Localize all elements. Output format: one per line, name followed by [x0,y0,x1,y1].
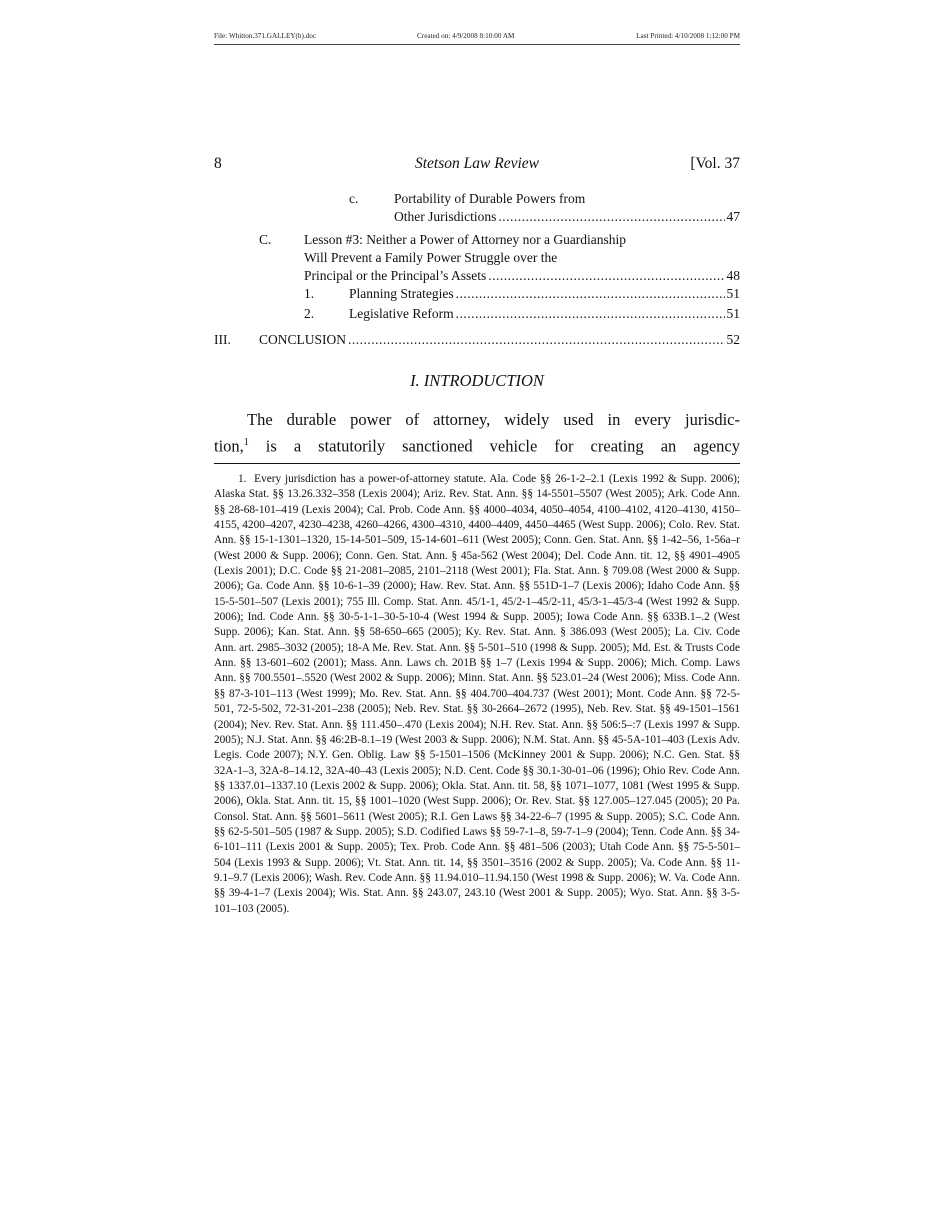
body-text-fragment: tion, [214,436,244,456]
page-number: 8 [214,155,222,172]
galley-file: File: Whitton.371.GALLEY(h).doc [214,32,317,40]
galley-created: Created on: 4/9/2008 8:10:00 AM [417,32,515,40]
page-header [214,155,740,177]
body-line: The durable power of attorney, widely used in every jurisdic- [247,410,740,429]
toc-leader-line [349,305,740,323]
toc-leader-line [259,331,740,349]
toc-dot-leader [488,267,724,285]
galley-header [214,30,740,45]
toc-dot-leader [456,285,725,303]
toc-marker: C. [259,232,272,247]
footnote-body [214,472,740,917]
footnote-divider [214,463,740,464]
toc-title-line: Legislative Reform [349,306,454,321]
toc-marker: III. [214,332,231,347]
toc-marker: 2. [304,306,315,321]
toc-dot-leader [348,331,724,349]
toc-title-line: Lesson #3: Neither a Power of Attorney nor a Guardianship [304,232,627,247]
body-paragraph [214,408,740,458]
toc-marker: 1. [304,286,315,301]
toc-page-number: 51 [726,306,740,321]
volume-label: [Vol. 37 [690,155,740,172]
body-text-fragment: is a statutorily sanctioned vehicle for creating an agency [248,436,740,456]
body-line [214,431,740,458]
toc-page-number: 51 [726,286,740,301]
footnote-text: Every jurisdiction has a power-of-attorney statute. Ala. Code §§ 26-1-2–2.1 (Lexis 1992 & Supp. 2006); Alaska Stat. §§ 13.26.332–358 (Lexis 2004); Ariz. Rev. Stat. Ann. §§ 14-5501–5507 (West 2005); Ark. Code Ann. §§ 28-68-101–419 (Lexis 2004); Cal. Prob. Code Ann. §§ 4000–4034, 4050–4054, 4100–4102, 4120–4130, 4150–4155, 4200–4207, 4230–4238, 4260–4266, 4300–4310, 4400–4409, 4450–4465 (West Supp. 2006); Colo. Rev. Stat. Ann. §§ 15-1-1301–1320, 15-14-501–509, 15-14-601–611 (West 2005); Conn. Gen. Stat. Ann. §§ 1-42–56, 1-56a–r (West 2000 & Supp. 2006); Conn. Gen. Stat. Ann. § 45a-562 (West 2004); Del. Code Ann. tit. 12, §§ 4901–4905 (Lexis 2001); D.C. Code §§ 21-2081–2085, 2101–2118 (West 2001); Fla. Stat. Ann. § 709.08 (West 2000 & Supp. 2006); Ga. Code Ann. §§ 10-6-1–39 (2000); Haw. Rev. Stat. Ann. §§ 551D-1–7 (Lexis 2006); Idaho Code Ann. §§ 15-5-501–507 (Lexis 2001); 755 Ill. Comp. Stat. Ann. 45/1-1, 45/2-1–45/2-11, 45/3-1–45/3-4 (West 1992 & Supp. 2006); Ind. Code Ann. §§ 30-5-1-1–30-5-10-4 (West 1994 & Supp. 2005); Iowa Code Ann. §§ 633B.1–.2 (West Supp. 2006); Kan. Stat. Ann. §§ 58-650–665 (2005); Ky. Rev. Stat. Ann. § 386.093 (West 2005); La. Civ. Code Ann. art. 2985–3032 (2005); 18-A Me. Rev. Stat. Ann. §§ 5-501–510 (1998 & Supp. 2005); Md. Est. & Trusts Code Ann. §§ 13-601–602 (2001); Mass. Ann. Laws ch. 201B §§ 1–7 (Lexis 1994 & Supp. 2006); Mich. Comp. Laws Ann. §§ 700.5501–.5520 (West 2002 & Supp. 2006); Minn. Stat. Ann. §§ 523.01–24 (West 2006); Miss. Code Ann. §§ 87-3-101–113 (West 1999); Mo. Rev. Stat. Ann. §§ 404.700–404.737 (West 2001); Mont. Code Ann. §§ 72-5-501, 72-5-502, 72-31-201–238 (2005); Neb. Rev. Stat. §§ 30-2664–2672 (1995), Neb. Rev. Stat. §§ 49-1501–1561 (2004); Nev. Rev. Stat. Ann. §§ 111.450–.470 (Lexis 2004); N.H. Rev. Stat. Ann. §§ 506:5–:7 (Lexis 1997 & Supp. 2005); N.J. Stat. Ann. §§ 46:2B-8.1–19 (West 2003 & Supp. 2006); N.M. Stat. Ann. §§ 45-5A-101–403 (Lexis Adv. Legis. Code 2007); N.Y. Gen. Oblig. Law §§ 5-1501–1506 (McKinney 2001 & Supp. 2006); N.C. Gen. Stat. §§ 32A-1–3, 32A-8–14.12, 32A-40–43 (Lexis 2005); N.D. Cent. Code §§ 30.1-30-01–06 (1996); Ohio Rev. Code Ann. §§ 1337.01–1337.10 (Lexis 2002 & Supp. 2006); Okla. Stat. Ann. tit. 58, §§ 1071–1077, 1081 (West 1995 & Supp. 2006), Okla. Stat. Ann. tit. 15, §§ 1001–1020 (West Supp. 2006); Or. Rev. Stat. §§ 127.005–127.045 (2005); 20 Pa. Consol. Stat. Ann. §§ 5601–5611 (West 2005); R.I. Gen Laws §§ 34-22-6–7 (1995 & Supp. 2005); S.C. Code Ann. §§ 62-5-501–505 (1987 & Supp. 2005); S.D. Codified Laws §§ 59-7-1–8, 59-7-1–9 (2004); Tenn. Code Ann. §§ 34-6-101–111 (Lexis 2001 & Supp. 2005); Tex. Prob. Code Ann. §§ 481–506 (2003); Utah Code Ann. §§ 75-5-501–504 (Lexis 1993 & Supp. 2006); Vt. Stat. Ann. tit. 14, §§ 3501–3516 (2002 & Supp. 2005); Va. Code Ann. §§ 11-9.1–9.7 (Lexis 2006); Wash. Rev. Code Ann. §§ 11.94.010–11.94.150 (West 1998 & Supp. 2006); W. Va. Code Ann. §§ 39-4-1–7 (Lexis 2004); Wis. Stat. Ann. §§ 243.07, 243.10 (West 2001 & Supp. 2005); Wyo. Stat. Ann. §§ 3-5-101–103 (2005). [214,473,741,915]
toc-page-number: 48 [726,268,740,283]
toc-title-line: Portability of Durable Powers from [394,191,586,206]
toc-leader-line [304,267,740,285]
galley-printed: Last Printed: 4/10/2008 1:12:00 PM [636,32,740,40]
toc-dot-leader [456,305,725,323]
toc-page-number: 47 [726,209,740,224]
journal-title: Stetson Law Review [415,155,539,172]
toc-leader-line [394,208,740,226]
toc-title-line: Planning Strategies [349,286,454,301]
footnote-1 [214,472,740,917]
toc-marker: c. [349,191,359,206]
toc-title-line: Principal or the Principal’s Assets [304,268,487,283]
footnote-reference[interactable]: 1 [243,437,249,448]
toc-title-line: Will Prevent a Family Power Struggle over the [304,250,558,265]
section-heading: I. INTRODUCTION [410,371,544,390]
toc-title-line: CONCLUSION [259,332,347,347]
toc-leader-line [349,285,740,303]
footnote-number: 1. [238,473,247,485]
toc-dot-leader [498,208,724,226]
toc-page-number: 52 [726,332,740,347]
toc-title-line: Other Jurisdictions [394,209,497,224]
